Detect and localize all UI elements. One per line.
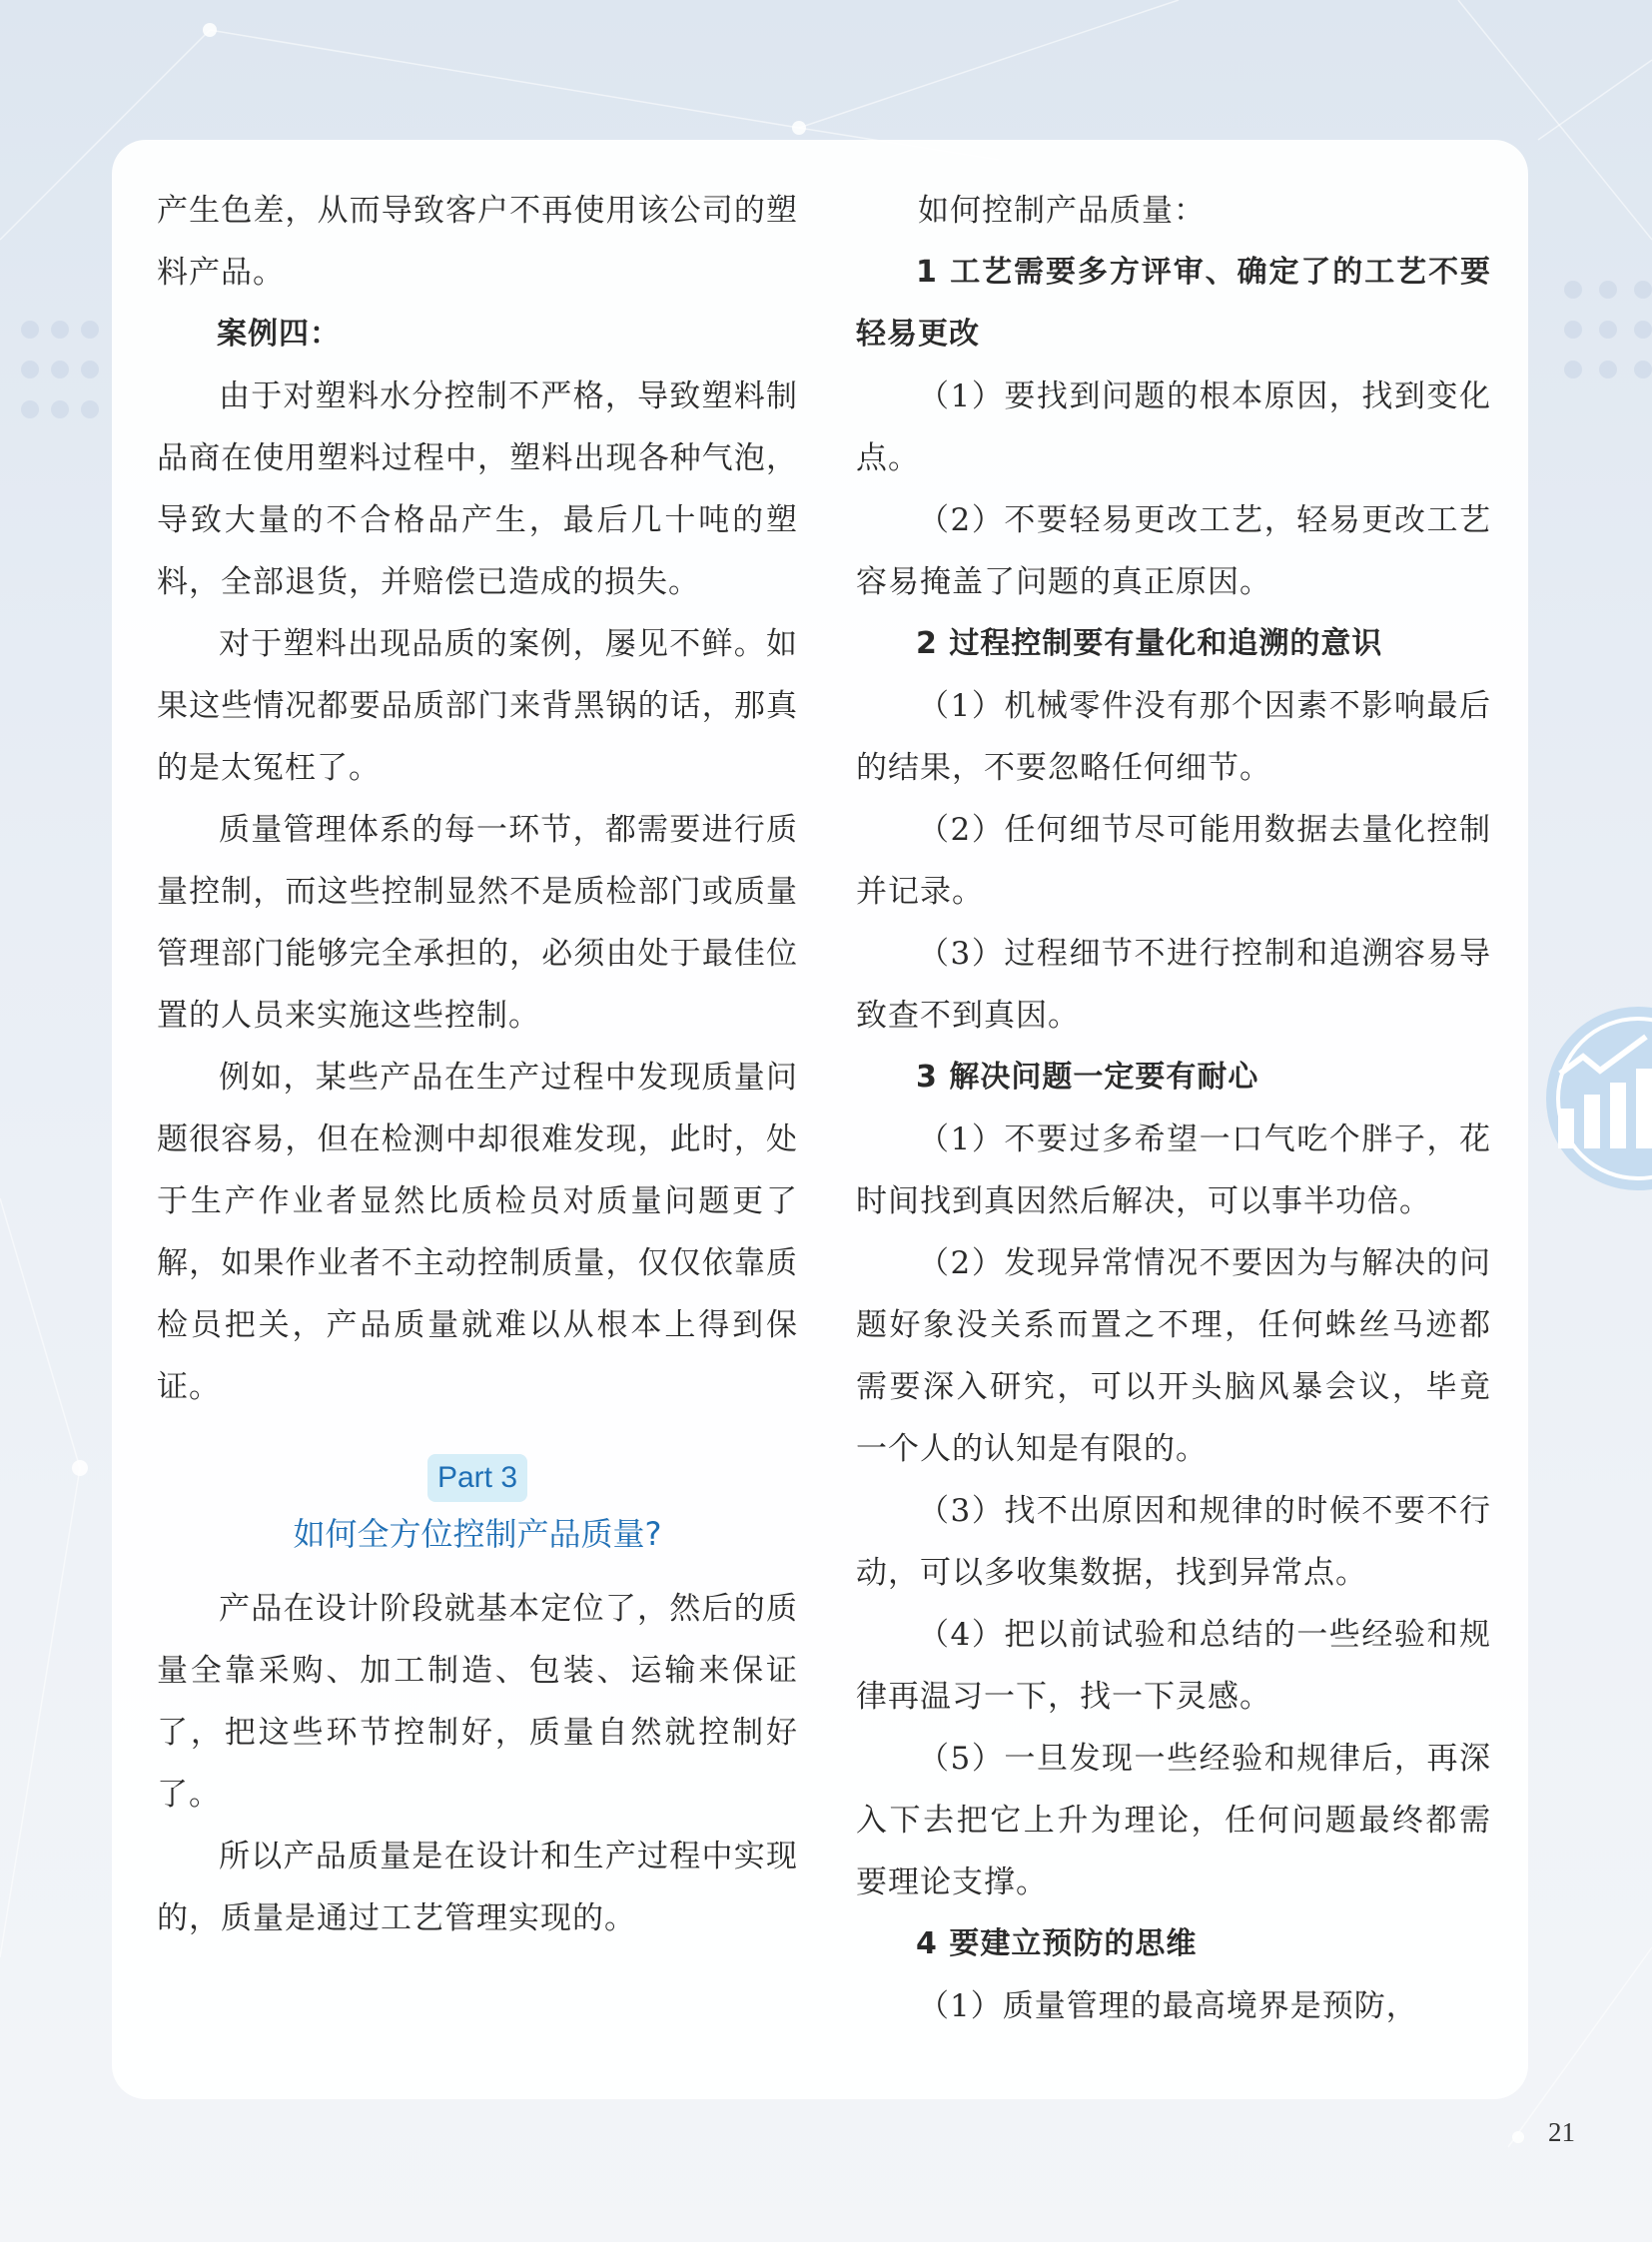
paragraph: （3）找不出原因和规律的时候不要不行动，可以多收集数据，找到异常点。 — [856, 1493, 1491, 1591]
paragraph: （2）任何细节尽可能用数据去量化控制并记录。 — [856, 812, 1491, 910]
paragraph: （3）过程细节不进行控制和追溯容易导致查不到真因。 — [856, 936, 1491, 1034]
content-card — [112, 140, 1528, 2099]
paragraph: 产品在设计阶段就基本定位了，然后的质量全靠采购、加工制造、包装、运输来保证了，把这些环节控制好，质量自然就控制好了。 — [157, 1591, 798, 1813]
paragraph: （1）不要过多希望一口气吃个胖子，花时间找到真因然后解决，可以事半功倍。 — [856, 1121, 1491, 1219]
paragraph: 例如，某些产品在生产过程中发现质量问题很容易，但在检测中却很难发现，此时，处于生产作业者显然比质检员对质量问题更了解，如果作业者不主动控制质量，仅仅依靠质检员把关，产品质量就难以从根本上得到保证。 — [157, 1060, 798, 1405]
left-column — [157, 180, 798, 1949]
subheading: 4 要建立预防的思维 — [916, 1926, 1198, 1961]
page-number: 21 — [1548, 2117, 1575, 2147]
subheading: 1 工艺需要多方评审、确定了的工艺不要轻易更改 — [856, 255, 1491, 352]
paragraph: （5）一旦发现一些经验和规律后，再深入下去把它上升为理论，任何问题最终都需要理论支撑。 — [856, 1741, 1491, 1900]
case-heading: 案例四： — [217, 317, 341, 352]
paragraph: （2）不要轻易更改工艺，轻易更改工艺容易掩盖了问题的真正原因。 — [856, 502, 1491, 600]
paragraph: 产生色差，从而导致客户不再使用该公司的塑料产品。 — [157, 193, 798, 291]
paragraph: 对于塑料出现品质的案例，屡见不鲜。如果这些情况都要品质部门来背黑锅的话，那真的是太冤枉了。 — [157, 626, 798, 786]
subheading: 2 过程控制要有量化和追溯的意识 — [916, 626, 1383, 661]
part-badge: Part 3 — [427, 1454, 527, 1502]
paragraph: 由于对塑料水分控制不严格，导致塑料制品商在使用塑料过程中，塑料出现各种气泡，导致大量的不合格品产生，最后几十吨的塑料，全部退货，并赔偿已造成的损失。 — [157, 378, 798, 600]
paragraph: （1）要找到问题的根本原因，找到变化点。 — [856, 378, 1491, 476]
chart-circle-icon — [1528, 999, 1652, 1198]
paragraph: （1）机械零件没有那个因素不影响最后的结果，不要忽略任何细节。 — [856, 688, 1491, 786]
paragraph: 所以产品质量是在设计和生产过程中实现的，质量是通过工艺管理实现的。 — [157, 1839, 798, 1936]
paragraph: （4）把以前试验和总结的一些经验和规律再温习一下，找一下灵感。 — [856, 1617, 1491, 1715]
subheading: 3 解决问题一定要有耐心 — [916, 1060, 1259, 1095]
right-column — [856, 180, 1491, 2037]
section-title: 如何全方位控制产品质量? — [293, 1515, 662, 1553]
paragraph: （2）发现异常情况不要因为与解决的问题好象没关系而置之不理，任何蛛丝马迹都需要深入研究，可以开头脑风暴会议，毕竟一个人的认知是有限的。 — [856, 1245, 1491, 1467]
part-badge-container — [157, 1454, 798, 1506]
paragraph: （1）质量管理的最高境界是预防， — [918, 1988, 1418, 2024]
paragraph: 如何控制产品质量： — [918, 193, 1206, 229]
paragraph: 质量管理体系的每一环节，都需要进行质量控制，而这些控制显然不是质检部门或质量管理部门能够完全承担的，必须由处于最佳位置的人员来实施这些控制。 — [157, 812, 798, 1034]
